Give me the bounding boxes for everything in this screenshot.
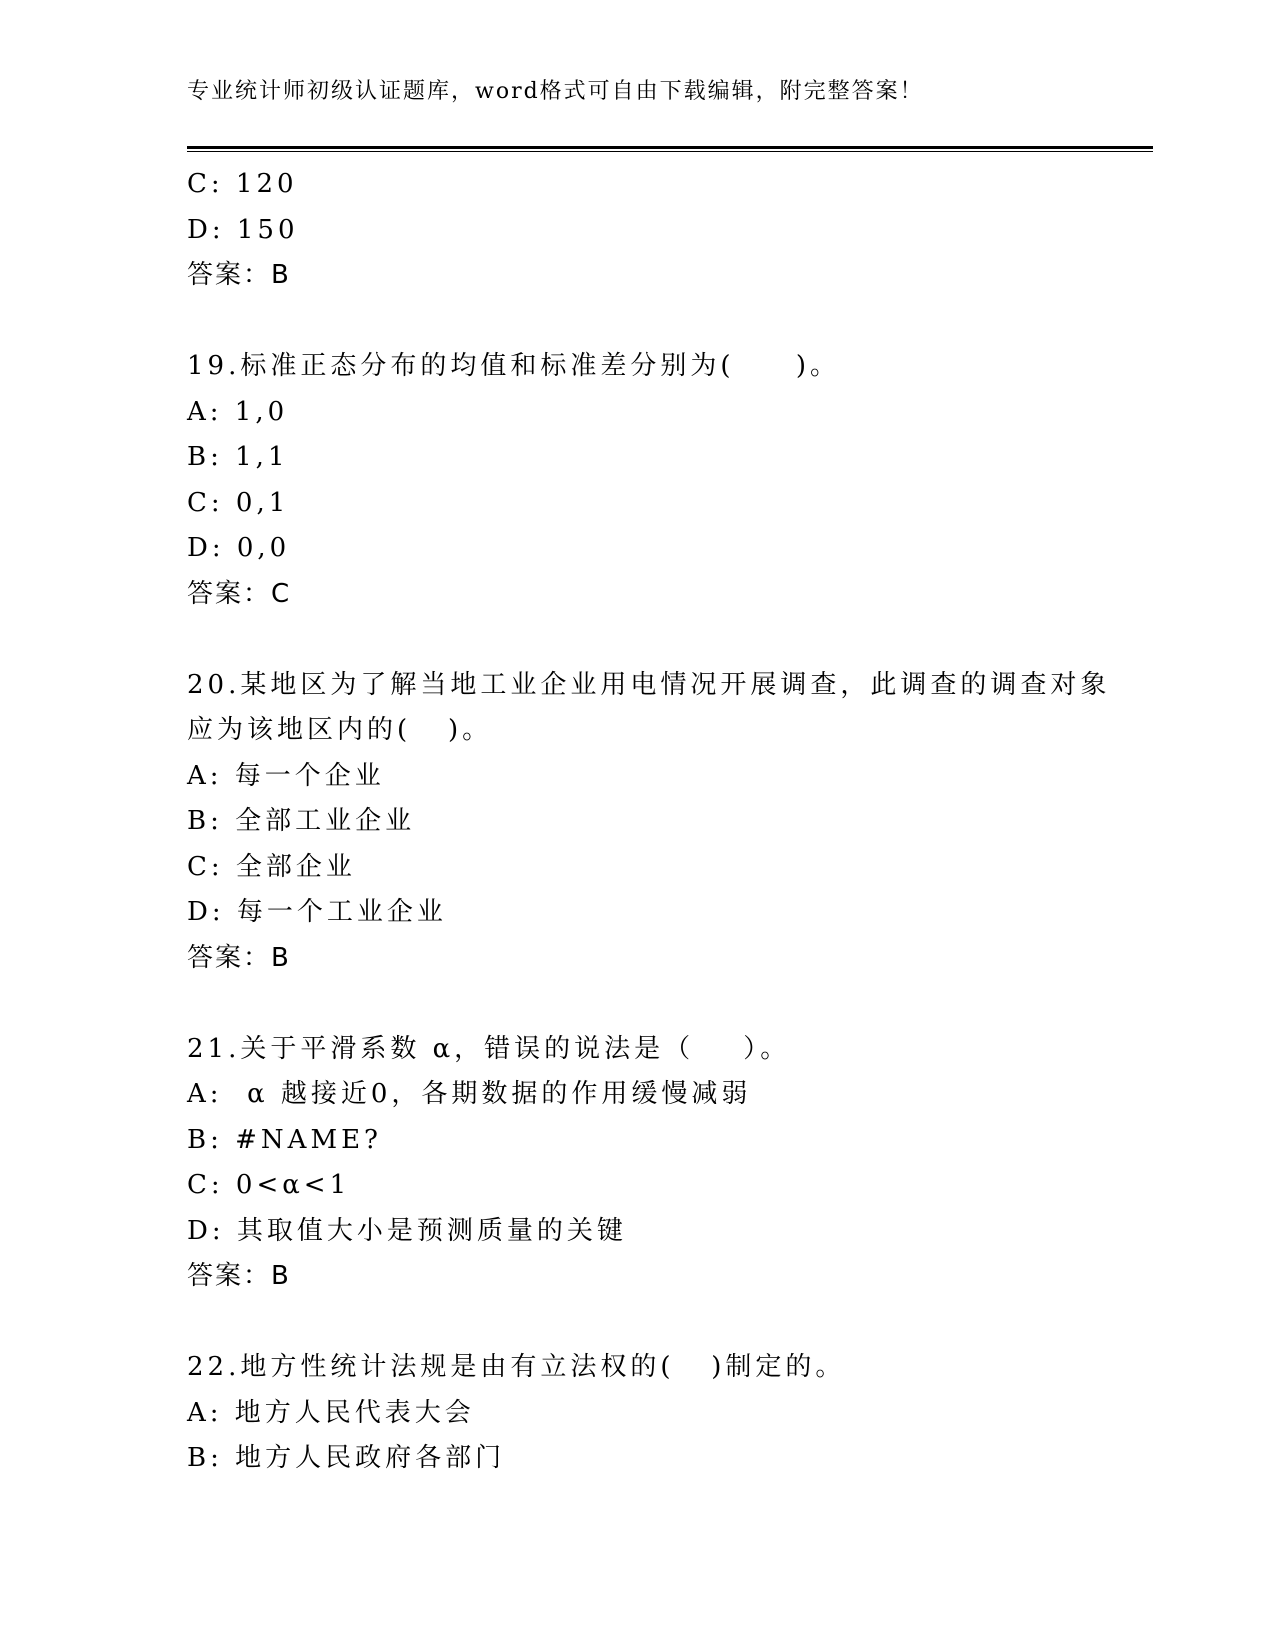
answer-line: 答案：B <box>187 942 291 973</box>
header-rule-thick <box>187 146 1153 149</box>
header-rule-thin <box>187 151 1153 152</box>
spacer <box>187 1300 1147 1346</box>
answer-line: 答案：C <box>187 578 292 609</box>
option-line: A: α 越接近0，各期数据的作用缓慢减弱 <box>187 1079 752 1109</box>
option-line: A: 1,0 <box>187 396 289 427</box>
option-line: B: 地方人民政府各部门 <box>187 1443 506 1473</box>
option-line: B: #NAME? <box>187 1124 382 1155</box>
option-line: B: 全部工业企业 <box>187 806 416 836</box>
question-text: 19.标准正态分布的均值和标准差分别为( )。 <box>187 351 840 381</box>
option-line: C: 120 <box>187 169 298 199</box>
question-text: 21.关于平滑系数 α，错误的说法是（ ）。 <box>187 1033 791 1064</box>
question-text: 20.某地区为了解当地工业企业用电情况开展调查，此调查的调查对象 <box>187 669 1111 700</box>
option-line: D: 0,0 <box>187 533 291 563</box>
option-line: D: 每一个工业企业 <box>187 897 447 927</box>
option-line: C: 全部企业 <box>187 851 356 882</box>
spacer <box>187 617 1147 663</box>
option-line: C: 0,1 <box>187 487 290 518</box>
option-line: A: 地方人民代表大会 <box>187 1397 475 1428</box>
question-list <box>187 162 1147 1482</box>
question-text: 22.地方性统计法规是由有立法权的( )制定的。 <box>187 1352 846 1382</box>
page-header: 专业统计师初级认证题库，word格式可自由下载编辑，附完整答案！ <box>187 79 924 104</box>
option-line: D: 其取值大小是预测质量的关键 <box>187 1215 627 1246</box>
answer-line: 答案：B <box>187 1261 291 1291</box>
option-line: B: 1,1 <box>187 442 289 472</box>
option-line: A: 每一个企业 <box>187 760 385 791</box>
option-line: D: 150 <box>187 214 299 245</box>
option-line: C: 0<α<1 <box>187 1170 351 1200</box>
spacer <box>187 981 1147 1027</box>
spacer <box>187 299 1147 345</box>
answer-line: 答案：B <box>187 260 291 290</box>
question-text: 应为该地区内的( )。 <box>187 715 493 745</box>
